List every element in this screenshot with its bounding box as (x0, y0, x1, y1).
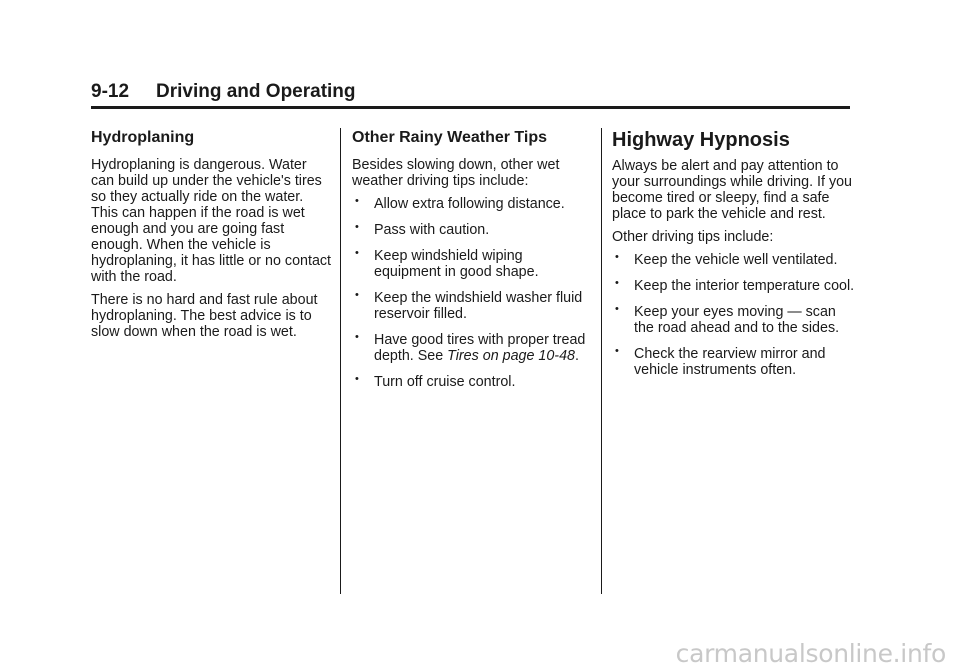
xref-suffix: . (574, 348, 579, 364)
tires-cross-reference-link[interactable]: Tires on page 10-48 (447, 348, 575, 364)
column-hydroplaning (91, 128, 331, 347)
list-item (352, 374, 592, 390)
bullet-icon: • (355, 195, 359, 207)
watermark: carmanualsonline.info (675, 639, 946, 668)
bullet-icon: • (615, 251, 619, 263)
list-item (612, 304, 857, 336)
bullet-icon: • (355, 289, 359, 301)
hydroplaning-paragraph-1: Hydroplaning is dangerous. Water can build up under the vehicle's tires so they actually ride on the water. This can happen if the road is wet enough and you are going fast enough. When the vehicle is hydroplaning, it has little or no contact with the road. (91, 157, 332, 285)
bullet-icon: • (615, 303, 619, 315)
list-item (352, 248, 592, 280)
list-item-text: Pass with caution. (374, 222, 490, 238)
list-item-text: Have good tires with proper tread depth. See (374, 332, 586, 364)
list-item (352, 196, 592, 212)
list-item-text: Keep windshield wiping equipment in good shape. (374, 248, 539, 280)
rainy-tips-list (352, 196, 592, 390)
list-item-text: Check the rearview mirror and vehicle instruments often. (634, 346, 826, 378)
bullet-icon: • (355, 331, 359, 343)
list-item (612, 346, 857, 378)
hypnosis-paragraph: Always be alert and pay attention to your surroundings while driving. If you become tired or sleepy, find a safe place to park the vehicle and rest. (612, 158, 852, 222)
hydroplaning-paragraph-2: There is no hard and fast rule about hydroplaning. The best advice is to slow down when the road is wet. (91, 292, 318, 340)
page-header (91, 80, 850, 109)
bullet-icon: • (355, 221, 359, 233)
column-divider-2 (601, 128, 602, 594)
page-number: 9-12 (91, 81, 130, 102)
list-item (612, 278, 857, 294)
list-item (352, 222, 592, 238)
section-title: Driving and Operating (156, 81, 356, 102)
driving-tips-list (612, 252, 857, 378)
list-item-text: Keep the vehicle well ventilated. (634, 252, 838, 268)
hypnosis-intro: Other driving tips include: (612, 229, 774, 245)
list-item-text: Keep the windshield washer fluid reservoir filled. (374, 290, 583, 322)
rainy-heading: Other Rainy Weather Tips (352, 129, 548, 146)
list-item-text: Turn off cruise control. (374, 374, 516, 390)
bullet-icon: • (615, 277, 619, 289)
list-item (612, 252, 857, 268)
bullet-icon: • (615, 345, 619, 357)
list-item (352, 290, 592, 322)
bullet-icon: • (355, 373, 359, 385)
column-divider-1 (340, 128, 341, 594)
list-item-text: Keep the interior temperature cool. (634, 278, 855, 294)
rainy-intro: Besides slowing down, other wet weather driving tips include: (352, 157, 560, 189)
column-rainy-weather (352, 128, 592, 400)
list-item-text: Allow extra following distance. (374, 196, 565, 212)
hydroplaning-heading: Hydroplaning (91, 129, 195, 146)
bullet-icon: • (355, 247, 359, 259)
column-highway-hypnosis (612, 128, 857, 388)
hypnosis-heading: Highway Hypnosis (612, 129, 790, 151)
list-item (352, 332, 592, 364)
list-item-text: Keep your eyes moving — scan the road ahead and to the sides. (634, 304, 840, 336)
